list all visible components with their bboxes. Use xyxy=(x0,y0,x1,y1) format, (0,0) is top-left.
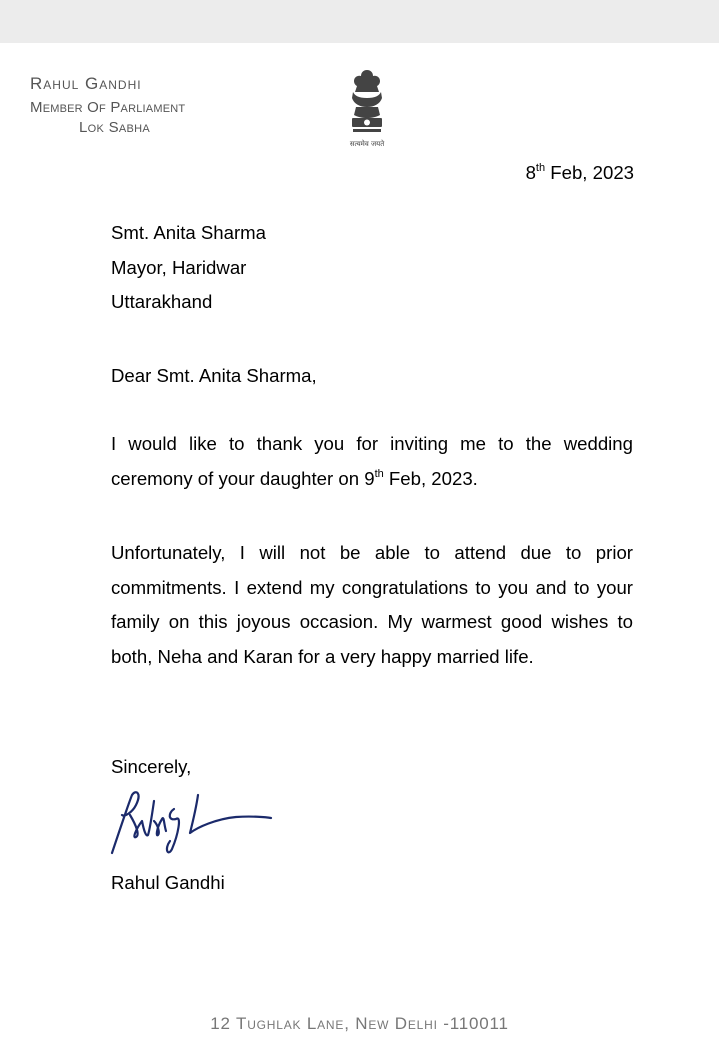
letterhead-house: Lok Sabha xyxy=(79,119,151,136)
footer-address: 12 Tughlak Lane, New Delhi -110011 xyxy=(210,1014,509,1033)
letter-date: 8th Feb, 2023 xyxy=(525,162,634,183)
recipient-line-2: Mayor, Haridwar xyxy=(111,257,247,278)
closing: Sincerely, xyxy=(111,756,192,777)
salutation: Dear Smt. Anita Sharma, xyxy=(111,365,317,386)
recipient-line-1: Smt. Anita Sharma xyxy=(111,222,267,243)
emblem-motto: सत्यमेव जयते xyxy=(349,140,385,148)
paragraph-thanks: I would like to thank you for inviting me to the wedding ceremony of your daughter on 9th Feb, 2023. xyxy=(111,433,633,489)
letterhead-role: Member Of Parliament xyxy=(30,99,186,116)
signatory-name: Rahul Gandhi xyxy=(111,872,225,893)
recipient-line-3: Uttarakhand xyxy=(111,291,213,312)
national-emblem-icon xyxy=(344,66,390,152)
signature-image xyxy=(106,785,276,857)
paragraph-regret: Unfortunately, I will not be able to attend due to prior commitments. I extend my congratulations to you and to your family on this joyous occasion. My warmest good wishes to both, Neha and Karan for a very happy married life. xyxy=(111,542,633,667)
letterhead-name: Rahul Gandhi xyxy=(30,74,142,93)
top-bar xyxy=(0,0,719,43)
